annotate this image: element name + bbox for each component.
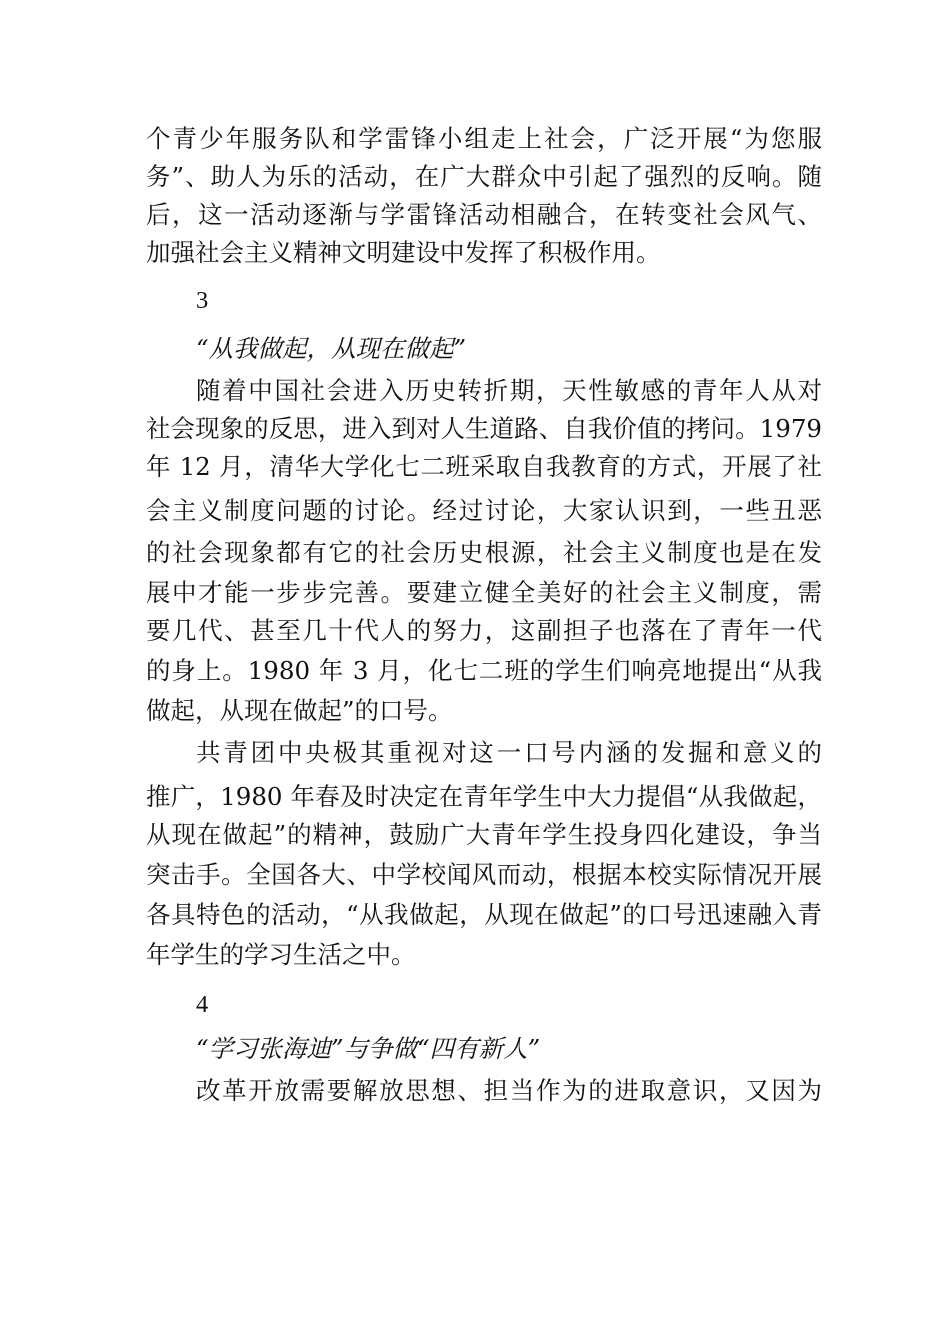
body-text-line: 社会现象的反思，进入到对人生道路、自我价值的拷问。1979	[146, 414, 822, 443]
body-text-line: 随着中国社会进入历史转折期，天性敏感的青年人从对	[196, 376, 822, 405]
body-text-line: 后，这一活动逐渐与学雷锋活动相融合，在转变社会风气、	[146, 200, 822, 229]
body-text-line: 从现在做起”的精神，鼓励广大青年学生投身四化建设，争当	[146, 820, 822, 849]
body-text-line: 加强社会主义精神文明建设中发挥了积极作用。	[146, 238, 661, 267]
body-text-line: 年 12 月，清华大学化七二班采取自我教育的方式，开展了社	[146, 452, 822, 481]
body-text-line: 共青团中央极其重视对这一口号内涵的发掘和意义的	[196, 738, 822, 767]
body-text-line: 的社会现象都有它的社会历史根源，社会主义制度也是在发	[146, 538, 822, 567]
section-heading: “从我做起，从现在做起”	[196, 334, 467, 363]
section-number: 4	[196, 991, 209, 1018]
body-text-line: 各具特色的活动，“从我做起，从现在做起”的口号迅速融入青	[146, 900, 822, 929]
section-number: 3	[196, 287, 209, 314]
section-heading: “学习张海迪”与争做“四有新人”	[196, 1034, 541, 1063]
body-text-line: 的身上。1980 年 3 月，化七二班的学生们响亮地提出“从我	[146, 656, 822, 685]
body-text-line: 务”、助人为乐的活动，在广大群众中引起了强烈的反响。随	[146, 162, 822, 191]
body-text-line: 个青少年服务队和学雷锋小组走上社会，广泛开展“为您服	[146, 124, 822, 153]
body-text-line: 改革开放需要解放思想、担当作为的进取意识，又因为	[196, 1076, 822, 1105]
body-text-line: 展中才能一步步完善。要建立健全美好的社会主义制度，需	[146, 578, 822, 607]
body-text-line: 年学生的学习生活之中。	[146, 940, 416, 969]
body-text-line: 推广，1980 年春及时决定在青年学生中大力提倡“从我做起，	[146, 782, 822, 811]
body-text-line: 做起，从现在做起”的口号。	[146, 696, 453, 725]
body-text-line: 突击手。全国各大、中学校闻风而动，根据本校实际情况开展	[146, 860, 822, 889]
body-text-line: 要几代、甚至几十代人的努力，这副担子也落在了青年一代	[146, 616, 822, 645]
body-text-line: 会主义制度问题的讨论。经过讨论，大家认识到，一些丑恶	[146, 496, 822, 525]
